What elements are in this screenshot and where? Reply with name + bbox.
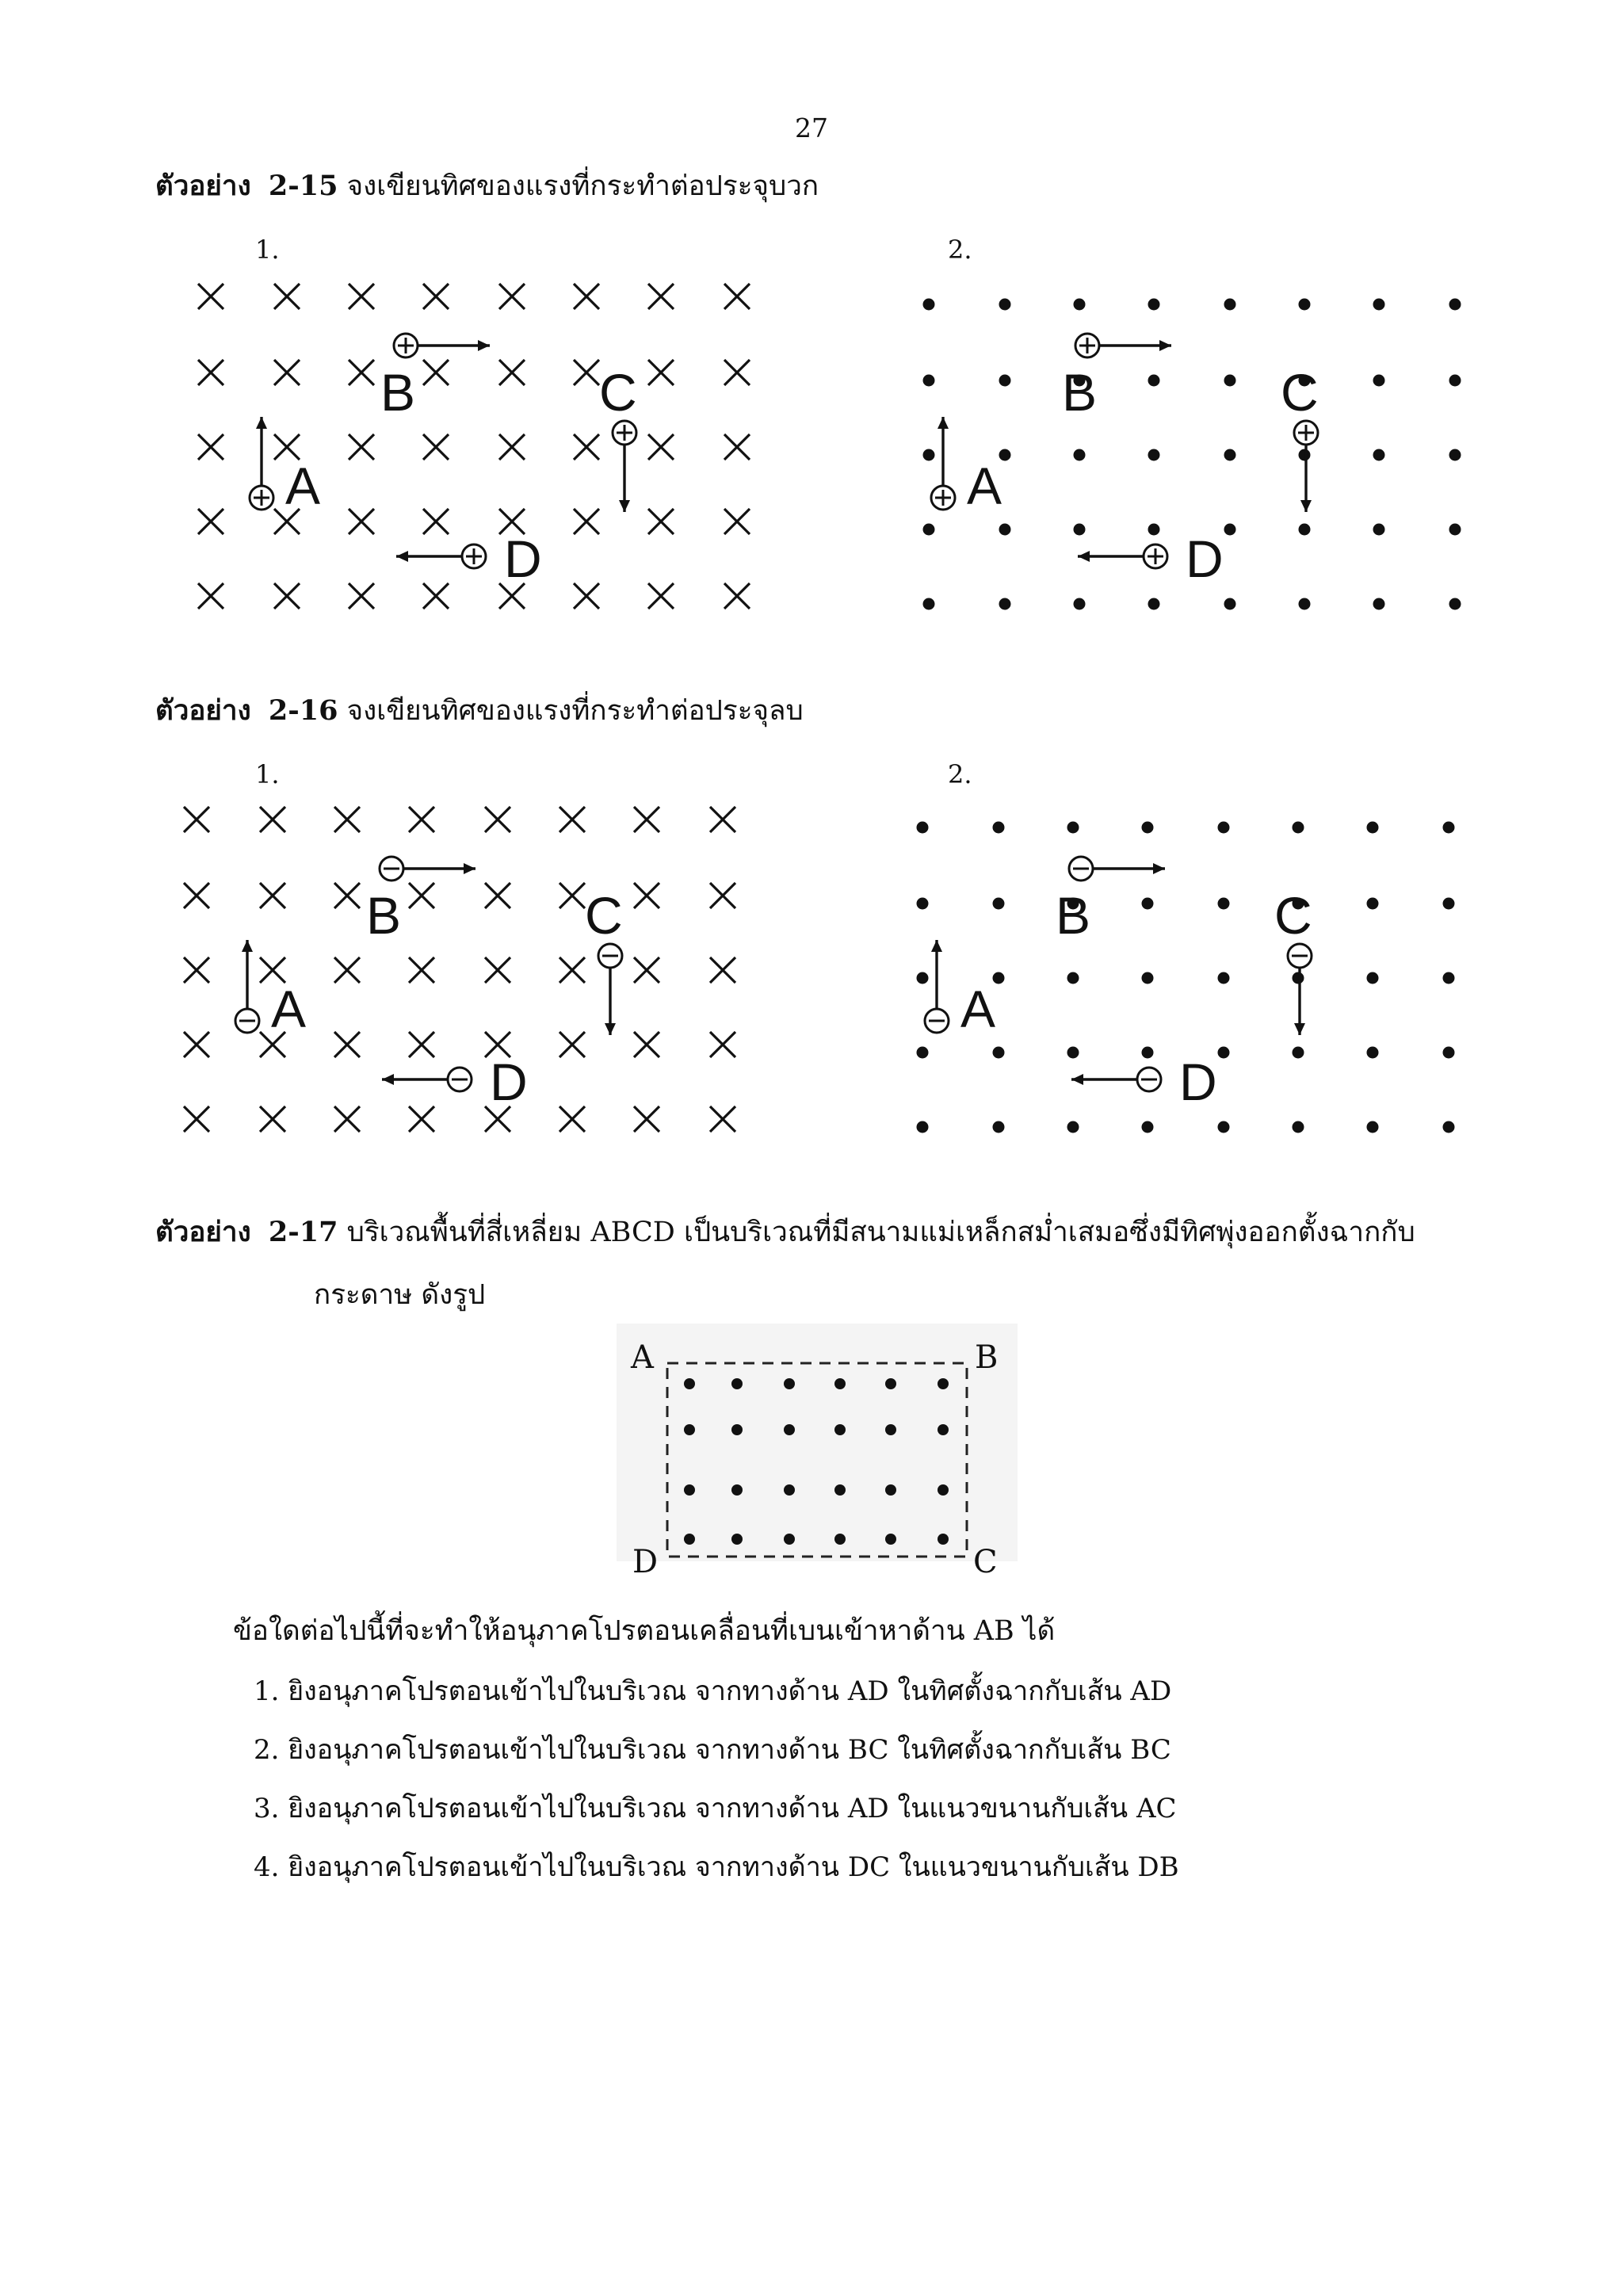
field-into-page-cross [184, 883, 209, 908]
field-out-of-page-dot [1142, 972, 1154, 984]
field-out-of-page-dot [684, 1484, 695, 1496]
page-number: 27 [795, 113, 828, 143]
figure-label: 1. [255, 759, 280, 789]
field-into-page-cross [574, 583, 599, 609]
field-into-page-cross [648, 360, 674, 385]
field-into-page-cross [559, 883, 585, 908]
field-out-of-page-dot [834, 1424, 846, 1435]
example-text: จงเขียนทิศของแรงที่กระทำต่อประจุลบ [346, 695, 804, 727]
negative-charge-icon [1288, 944, 1312, 968]
field-into-page-cross [260, 1106, 285, 1132]
positive-charge-icon [250, 486, 273, 510]
option-1: 1. ยิงอนุภาคโปรตอนเข้าไปในบริเวณ จากทางด้าน AD ในทิศตั้งฉากกับเส้น AD [254, 1675, 1172, 1707]
field-out-of-page-dot [1443, 972, 1455, 984]
field-into-page-cross [423, 583, 449, 609]
field-into-page-cross [409, 807, 434, 832]
field-out-of-page-dot [1443, 822, 1455, 834]
field-into-page-cross [648, 583, 674, 609]
example-label: ตัวอย่าง [155, 1216, 251, 1248]
field-out-of-page-dot [1224, 375, 1236, 387]
particle-label: B [380, 363, 416, 422]
field-out-of-page-dot [938, 1424, 949, 1435]
example-number: 2-15 [268, 170, 338, 202]
question-stem: ข้อใดต่อไปนี้ที่จะทำให้อนุภาคโปรตอนเคลื่อนที่เบนเข้าหาด้าน AB ได้ [233, 1615, 1056, 1647]
field-into-page-cross [724, 509, 750, 534]
particle-label: A [960, 980, 996, 1038]
figure-background [617, 1324, 1018, 1561]
field-into-page-cross [724, 583, 750, 609]
positive-charge-icon [462, 544, 486, 568]
field-out-of-page-dot [1443, 1121, 1455, 1133]
particle-label: B [1062, 363, 1098, 422]
field-out-of-page-dot [1373, 449, 1385, 461]
field-out-of-page-dot [999, 375, 1011, 387]
field-into-page-cross [559, 1032, 585, 1057]
field-out-of-page-dot [938, 1378, 949, 1389]
field-out-of-page-dot [1367, 972, 1379, 984]
field-into-page-cross [334, 883, 360, 908]
field-out-of-page-dot [1067, 822, 1079, 834]
field-out-of-page-dot [1142, 1047, 1154, 1059]
field-into-page-cross [724, 360, 750, 385]
field-out-of-page-dot [923, 524, 935, 536]
field-out-of-page-dot [1443, 898, 1455, 910]
field-out-of-page-dot [885, 1484, 896, 1496]
field-into-page-cross [260, 807, 285, 832]
field-out-of-page-dot [1074, 299, 1086, 311]
field-into-page-cross [710, 807, 735, 832]
field-into-page-cross [274, 360, 300, 385]
figure-label: 2. [948, 759, 972, 789]
field-out-of-page-dot [917, 1047, 929, 1059]
field-out-of-page-dot [1299, 598, 1311, 610]
field-out-of-page-dot [885, 1378, 896, 1389]
field-into-page-cross [574, 434, 599, 460]
field-out-of-page-dot [1148, 449, 1160, 461]
field-out-of-page-dot [1218, 1121, 1230, 1133]
field-into-page-cross [499, 434, 525, 460]
force-arrow [931, 940, 942, 1014]
field-out-of-page-dot [1074, 449, 1086, 461]
particle-label: A [285, 457, 321, 515]
example-label: ตัวอย่าง [155, 694, 251, 727]
particle-label: A [967, 457, 1002, 515]
field-into-page-cross [198, 509, 223, 534]
particle-label: C [1274, 886, 1312, 945]
field-out-of-page-dot [1148, 375, 1160, 387]
field-out-of-page-dot [917, 1121, 929, 1133]
field-out-of-page-dot [1224, 524, 1236, 536]
field-out-of-page-dot [1373, 598, 1385, 610]
negative-charge-icon [448, 1068, 472, 1091]
field-into-page-cross [334, 807, 360, 832]
field-into-page-cross [409, 1032, 434, 1057]
field-out-of-page-dot [917, 972, 929, 984]
field-out-of-page-dot [684, 1534, 695, 1545]
figure-label: 2. [948, 235, 972, 265]
field-into-page-cross [499, 360, 525, 385]
field-out-of-page-dot [1142, 822, 1154, 834]
option-3: 3. ยิงอนุภาคโปรตอนเข้าไปในบริเวณ จากทางด้าน AD ในแนวขนานกับเส้น AC [254, 1793, 1177, 1824]
field-into-page-cross [274, 284, 300, 309]
field-out-of-page-dot [917, 898, 929, 910]
field-out-of-page-dot [1224, 598, 1236, 610]
positive-charge-icon [1075, 334, 1099, 357]
field-into-page-cross [634, 807, 659, 832]
particle-label: B [1056, 886, 1091, 945]
field-out-of-page-dot [885, 1534, 896, 1545]
field-into-page-cross [634, 883, 659, 908]
field-out-of-page-dot [999, 299, 1011, 311]
field-out-of-page-dot [784, 1424, 795, 1435]
field-into-page-cross [724, 284, 750, 309]
field-into-page-cross [409, 883, 434, 908]
field-into-page-cross [724, 434, 750, 460]
field-out-of-page-dot [1224, 299, 1236, 311]
field-into-page-cross [334, 957, 360, 983]
particle-label: C [585, 886, 623, 945]
field-out-of-page-dot [923, 598, 935, 610]
field-into-page-cross [634, 1106, 659, 1132]
force-arrow [242, 940, 253, 1014]
field-out-of-page-dot [923, 375, 935, 387]
example-label: ตัวอย่าง [155, 170, 251, 202]
field-into-page-cross [260, 883, 285, 908]
field-out-of-page-dot [1299, 449, 1311, 461]
field-out-of-page-dot [993, 1047, 1005, 1059]
field-into-page-cross [574, 284, 599, 309]
negative-charge-icon [1069, 857, 1093, 881]
field-into-page-cross [710, 1106, 735, 1132]
field-into-page-cross [485, 807, 510, 832]
field-into-page-cross [710, 957, 735, 983]
field-out-of-page-dot [1148, 524, 1160, 536]
field-out-of-page-dot [1443, 1047, 1455, 1059]
field-into-page-cross [349, 583, 374, 609]
field-into-page-cross [574, 360, 599, 385]
field-out-of-page-dot [1074, 524, 1086, 536]
field-out-of-page-dot [1074, 598, 1086, 610]
field-into-page-cross [409, 957, 434, 983]
field-out-of-page-dot [1367, 1121, 1379, 1133]
field-out-of-page-dot [1299, 524, 1311, 536]
field-into-page-cross [334, 1032, 360, 1057]
field-out-of-page-dot [1449, 524, 1461, 536]
field-out-of-page-dot [938, 1484, 949, 1496]
field-out-of-page-dot [784, 1484, 795, 1496]
field-out-of-page-dot [1218, 822, 1230, 834]
field-into-page-cross [198, 583, 223, 609]
option-4: 4. ยิงอนุภาคโปรตอนเข้าไปในบริเวณ จากทางด้าน DC ในแนวขนานกับเส้น DB [254, 1851, 1179, 1883]
field-into-page-cross [634, 957, 659, 983]
field-into-page-cross [559, 957, 585, 983]
field-into-page-cross [648, 509, 674, 534]
particle-label: D [504, 529, 542, 588]
particle-label: B [975, 1339, 999, 1376]
field-out-of-page-dot [999, 598, 1011, 610]
field-out-of-page-dot [834, 1378, 846, 1389]
field-into-page-cross [349, 360, 374, 385]
field-out-of-page-dot [1067, 1121, 1079, 1133]
field-out-of-page-dot [1449, 449, 1461, 461]
field-into-page-cross [648, 434, 674, 460]
option-2: 2. ยิงอนุภาคโปรตอนเข้าไปในบริเวณ จากทางด้าน BC ในทิศตั้งฉากกับเส้น BC [254, 1734, 1171, 1766]
field-into-page-cross [559, 807, 585, 832]
negative-charge-icon [235, 1009, 259, 1033]
field-into-page-cross [499, 284, 525, 309]
example-2-17-continuation: กระดาษ ดังรูป [314, 1279, 486, 1311]
field-out-of-page-dot [731, 1378, 743, 1389]
field-out-of-page-dot [993, 822, 1005, 834]
figure-2-15-2-field-out-of-page [923, 299, 1461, 610]
field-out-of-page-dot [1224, 449, 1236, 461]
field-out-of-page-dot [1293, 1121, 1304, 1133]
field-out-of-page-dot [684, 1424, 695, 1435]
field-out-of-page-dot [1373, 299, 1385, 311]
field-out-of-page-dot [1367, 822, 1379, 834]
field-out-of-page-dot [923, 299, 935, 311]
field-into-page-cross [409, 1106, 434, 1132]
field-out-of-page-dot [1449, 299, 1461, 311]
field-out-of-page-dot [1293, 972, 1304, 984]
field-out-of-page-dot [784, 1534, 795, 1545]
field-into-page-cross [349, 284, 374, 309]
negative-charge-icon [925, 1009, 949, 1033]
field-into-page-cross [184, 1106, 209, 1132]
positive-charge-icon [1144, 544, 1167, 568]
field-out-of-page-dot [834, 1534, 846, 1545]
particle-label: B [366, 886, 402, 945]
particle-label: D [632, 1544, 659, 1580]
example-number: 2-16 [268, 694, 338, 727]
positive-charge-icon [613, 421, 636, 445]
field-into-page-cross [559, 1106, 585, 1132]
particle-label: C [1281, 363, 1319, 422]
figure-2-16-2-field-out-of-page [917, 822, 1455, 1133]
field-into-page-cross [648, 284, 674, 309]
field-out-of-page-dot [1449, 375, 1461, 387]
force-arrow [938, 417, 949, 491]
field-into-page-cross [423, 509, 449, 534]
field-out-of-page-dot [731, 1534, 743, 1545]
field-into-page-cross [485, 883, 510, 908]
field-into-page-cross [198, 434, 223, 460]
field-out-of-page-dot [1293, 822, 1304, 834]
field-out-of-page-dot [1142, 898, 1154, 910]
field-into-page-cross [634, 1032, 659, 1057]
field-into-page-cross [349, 434, 374, 460]
particle-label: C [973, 1544, 998, 1580]
field-out-of-page-dot [684, 1378, 695, 1389]
field-out-of-page-dot [938, 1534, 949, 1545]
field-into-page-cross [184, 957, 209, 983]
field-out-of-page-dot [731, 1424, 743, 1435]
field-out-of-page-dot [1218, 898, 1230, 910]
field-out-of-page-dot [885, 1424, 896, 1435]
field-into-page-cross [198, 284, 223, 309]
field-out-of-page-dot [1373, 375, 1385, 387]
negative-charge-icon [380, 857, 403, 881]
field-into-page-cross [485, 957, 510, 983]
field-out-of-page-dot [1299, 299, 1311, 311]
field-into-page-cross [274, 583, 300, 609]
field-into-page-cross [349, 509, 374, 534]
particle-label: C [599, 363, 637, 422]
example-text: จงเขียนทิศของแรงที่กระทำต่อประจุบวก [346, 170, 819, 202]
particle-label: A [631, 1339, 654, 1376]
field-out-of-page-dot [1218, 1047, 1230, 1059]
field-into-page-cross [184, 1032, 209, 1057]
field-into-page-cross [423, 284, 449, 309]
field-out-of-page-dot [1367, 1047, 1379, 1059]
field-into-page-cross [710, 883, 735, 908]
field-out-of-page-dot [1067, 972, 1079, 984]
figure-2-15-1-field-into-page [198, 284, 750, 609]
field-out-of-page-dot [923, 449, 935, 461]
field-out-of-page-dot [1148, 598, 1160, 610]
negative-charge-icon [598, 944, 622, 968]
particle-label: A [271, 980, 307, 1038]
field-into-page-cross [334, 1106, 360, 1132]
field-into-page-cross [423, 434, 449, 460]
force-arrow [256, 417, 267, 491]
positive-charge-icon [931, 486, 955, 510]
field-out-of-page-dot [999, 524, 1011, 536]
field-into-page-cross [184, 807, 209, 832]
figure-2-17-region-abcd [617, 1324, 1018, 1580]
field-out-of-page-dot [1293, 1047, 1304, 1059]
field-out-of-page-dot [993, 898, 1005, 910]
field-out-of-page-dot [1449, 598, 1461, 610]
example-text: บริเวณพื้นที่สี่เหลี่ยม ABCD เป็นบริเวณที่มีสนามแม่เหล็กสม่ำเสมอซึ่งมีทิศพุ่งออกตั้งฉากกับ [346, 1217, 1415, 1248]
field-out-of-page-dot [993, 1121, 1005, 1133]
field-into-page-cross [710, 1032, 735, 1057]
field-out-of-page-dot [1148, 299, 1160, 311]
field-out-of-page-dot [1218, 972, 1230, 984]
field-out-of-page-dot [1367, 898, 1379, 910]
field-out-of-page-dot [834, 1484, 846, 1496]
figure-label: 1. [255, 235, 280, 265]
particle-label: D [490, 1052, 528, 1111]
field-out-of-page-dot [784, 1378, 795, 1389]
figure-2-16-1-field-into-page [184, 807, 735, 1132]
example-number: 2-17 [268, 1216, 338, 1248]
field-out-of-page-dot [917, 822, 929, 834]
negative-charge-icon [1137, 1068, 1161, 1091]
field-into-page-cross [574, 509, 599, 534]
particle-label: D [1179, 1052, 1217, 1111]
particle-label: D [1186, 529, 1224, 588]
field-out-of-page-dot [1067, 1047, 1079, 1059]
positive-charge-icon [1294, 421, 1318, 445]
field-out-of-page-dot [731, 1484, 743, 1496]
field-out-of-page-dot [1373, 524, 1385, 536]
field-out-of-page-dot [1142, 1121, 1154, 1133]
field-into-page-cross [198, 360, 223, 385]
positive-charge-icon [394, 334, 418, 357]
field-into-page-cross [423, 360, 449, 385]
